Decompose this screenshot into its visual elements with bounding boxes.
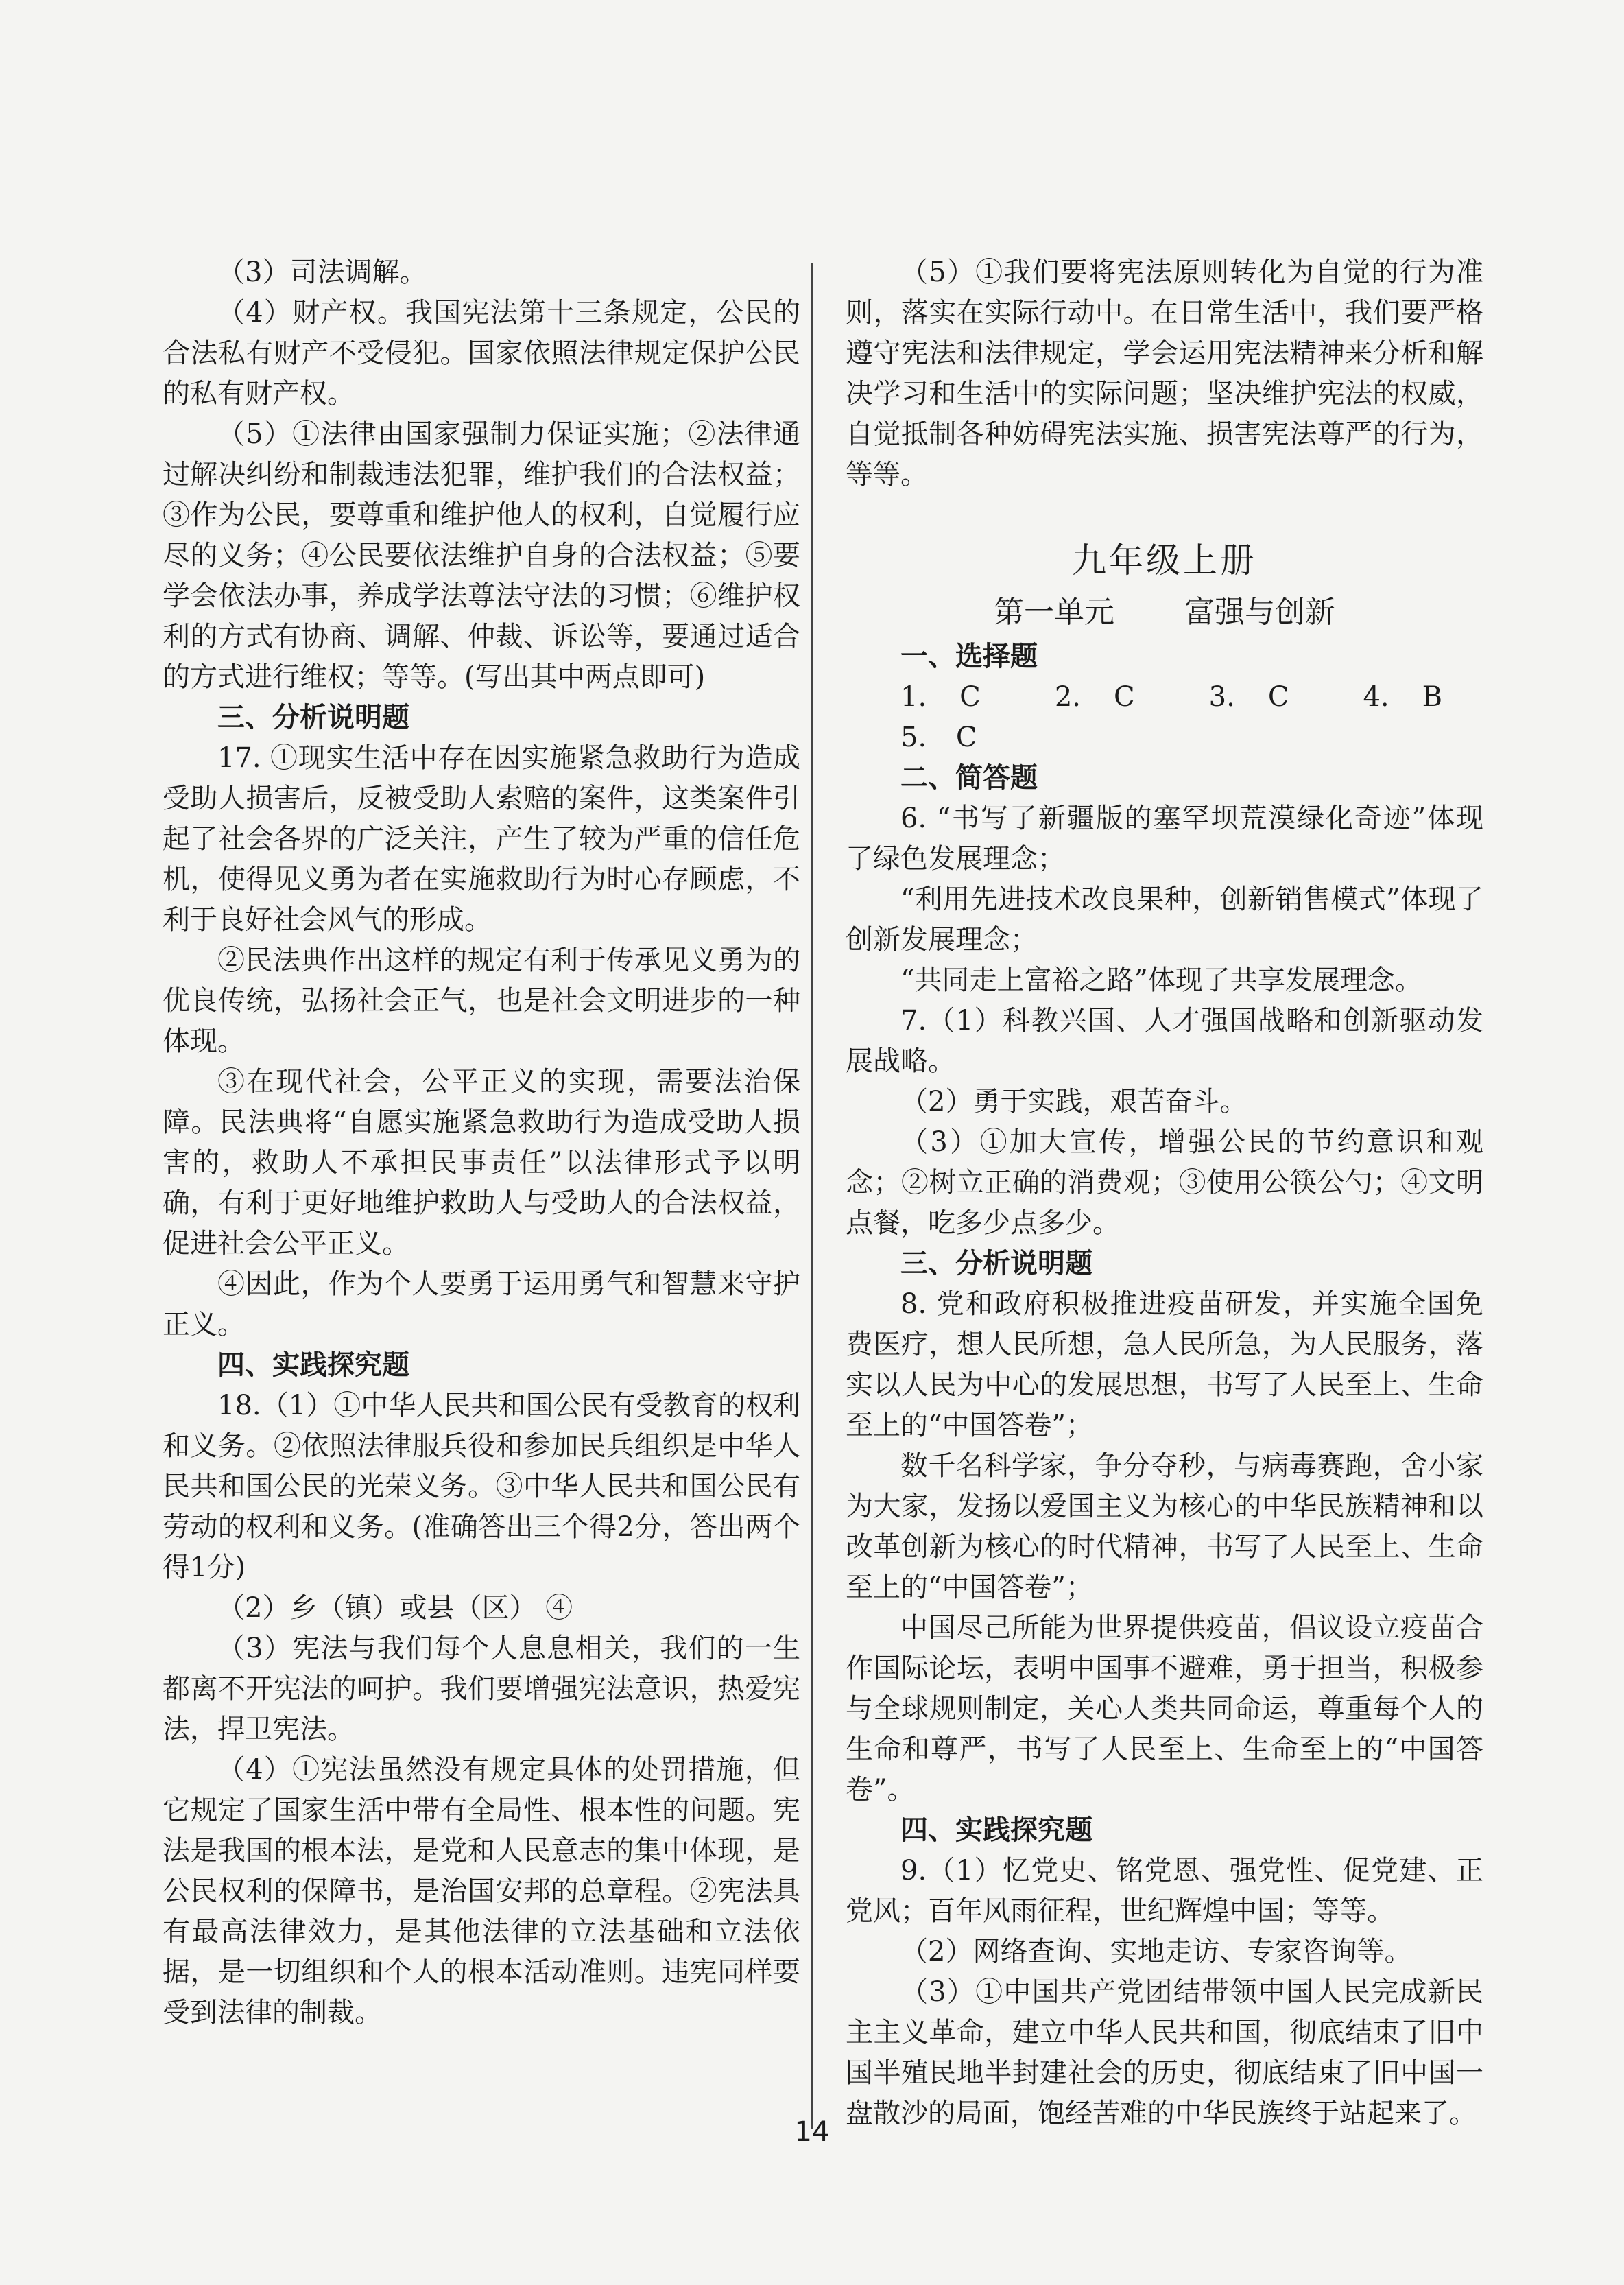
answer-paragraph: （2）网络查询、实地走访、专家咨询等。 [900,1936,1412,1967]
answer-paragraph: （3）司法调解。 [217,257,427,288]
unit-name: 富强与创新 [1184,595,1335,630]
answer-paragraph: （4）财产权。我国宪法第十三条规定，公民的合法私有财产不受侵犯。国家依照法律规定保护公民的私有财产权。 [163,297,800,410]
mc-answer: 3. C [1208,681,1289,713]
mc-answer: 2. C [1054,681,1135,713]
answer-paragraph: 中国尽己所能为世界提供疫苗，倡议设立疫苗合作国际论坛，表明中国事不避难，勇于担当，积极参与全球规则制定，关心人类共同命运，尊重每个人的生命和尊严，书写了人民至上、生命至上的“中国答卷”。 [846,1612,1483,1805]
answer-paragraph: （3）宪法与我们每个人息息相关，我们的一生都离不开宪法的呵护。我们要增强宪法意识，热爱宪法，捍卫宪法。 [163,1633,800,1745]
answer-paragraph: （3）①中国共产党团结带领中国人民完成新民主主义革命，建立中华人民共和国，彻底结束了旧中国半殖民地半封建社会的历史，彻底结束了旧中国一盘散沙的局面，饱经苦难的中华民族终于站起来了。 [846,1976,1483,2129]
answer-paragraph: 8. 党和政府积极推进疫苗研发，并实施全国免费医疗，想人民所想，急人民所急，为人民服务，落实以人民为中心的发展思想，书写了人民至上、生命至上的“中国答卷”； [846,1288,1483,1441]
section-heading: 四、实践探究题 [900,1814,1092,1846]
answer-paragraph: ③在现代社会，公平正义的实现，需要法治保障。民法典将“自愿实施紧急救助行为造成受助人损害的，救助人不承担民事责任”以法律形式予以明确，有利于更好地维护救助人与受助人的合法权益，促进社会公平正义。 [163,1066,800,1259]
answer-paragraph: （5）①我们要将宪法原则转化为自觉的行为准则，落实在实际行动中。在日常生活中，我们要严格遵守宪法和法律规定，学会运用宪法精神来分析和解决学习和生活中的实际问题；坚决维护宪法的权威，自觉抵制各种妨碍宪法实施、损害宪法尊严的行为，等等。 [846,257,1483,490]
mc-answer: 1. C [900,681,981,713]
answer-paragraph: （5）①法律由国家强制力保证实施；②法律通过解决纠纷和制裁违法犯罪，维护我们的合法权益；③作为公民，要尊重和维护他人的权利，自觉履行应尽的义务；④公民要依法维护自身的合法权益；⑤要学会依法办事，养成学法尊法守法的习惯；⑥维护权利的方式有协商、调解、仲裁、诉讼等，要通过适合的方式进行维权；等等。(写出其中两点即可) [163,418,800,693]
grade-title: 九年级上册 [1072,541,1257,580]
answer-paragraph: ②民法典作出这样的规定有利于传承见义勇为的优良传统，弘扬社会正气，也是社会文明进步的一种体现。 [163,945,800,1057]
mc-answer: 5. C [900,722,977,753]
column-divider [811,263,813,2129]
section-heading: 三、分析说明题 [217,702,409,733]
left-column [163,252,800,2033]
unit-title [846,591,1483,634]
answer-paragraph: 17. ①现实生活中存在因实施紧急救助行为造成受助人损害后，反被受助人索赔的案件，这类案件引起了社会各界的广泛关注，产生了较为严重的信任危机，使得见义勇为者在实施救助行为时心存顾虑，不利于良好社会风气的形成。 [163,742,800,936]
section-heading: 四、实践探究题 [217,1349,409,1381]
right-column [846,252,1483,2134]
answer-paragraph: 数千名科学家，争分夺秒，与病毒赛跑，舍小家为大家，发扬以爱国主义为核心的中华民族精神和以改革创新为核心的时代精神，书写了人民至上、生命至上的“中国答卷”； [846,1450,1483,1603]
unit-label: 第一单元 [994,595,1114,630]
mc-answer: 4. B [1363,681,1443,713]
answer-paragraph: 6. “书写了新疆版的塞罕坝荒漠绿化奇迹”体现了绿色发展理念； [846,803,1483,875]
answer-paragraph: 9.（1）忆党史、铭党恩、强党性、促党建、正党风；百年风雨征程，世纪辉煌中国；等等。 [846,1855,1483,1927]
answer-paragraph: （2）乡（镇）或县（区） ④ [217,1592,573,1624]
answer-paragraph: （3）①加大宣传，增强公民的节约意识和观念；②树立正确的消费观；③使用公筷公勺；④文明点餐，吃多少点多少。 [846,1126,1483,1239]
section-heading: 三、分析说明题 [900,1248,1092,1279]
page-number: 14 [794,2116,830,2148]
answer-paragraph: 18.（1）①中华人民共和国公民有受教育的权利和义务。②依照法律服兵役和参加民兵组织是中华人民共和国公民的光荣义务。③中华人民共和国公民有劳动的权利和义务。(准确答出三个得2分，答出两个得1分) [163,1390,800,1583]
answer-paragraph: （2）勇于实践，艰苦奋斗。 [900,1086,1247,1117]
answer-paragraph: “利用先进技术改良果种，创新销售模式”体现了创新发展理念； [846,884,1483,956]
section-heading: 二、简答题 [900,762,1038,794]
answer-paragraph: ④因此，作为个人要勇于运用勇气和智慧来守护正义。 [163,1268,800,1340]
answer-paragraph: “共同走上富裕之路”体现了共享发展理念。 [900,964,1422,996]
answer-paragraph: 7.（1）科教兴国、人才强国战略和创新驱动发展战略。 [846,1005,1483,1077]
answer-paragraph: （4）①宪法虽然没有规定具体的处罚措施，但它规定了国家生活中带有全局性、根本性的问题。宪法是我国的根本法，是党和人民意志的集中体现，是公民权利的保障书，是治国安邦的总章程。②宪法具有最高法律效力，是其他法律的立法基础和立法依据，是一切组织和个人的根本活动准则。违宪同样要受到法律的制裁。 [163,1754,800,2028]
section-heading: 一、选择题 [900,641,1038,672]
multiple-choice-answers [846,677,1483,758]
